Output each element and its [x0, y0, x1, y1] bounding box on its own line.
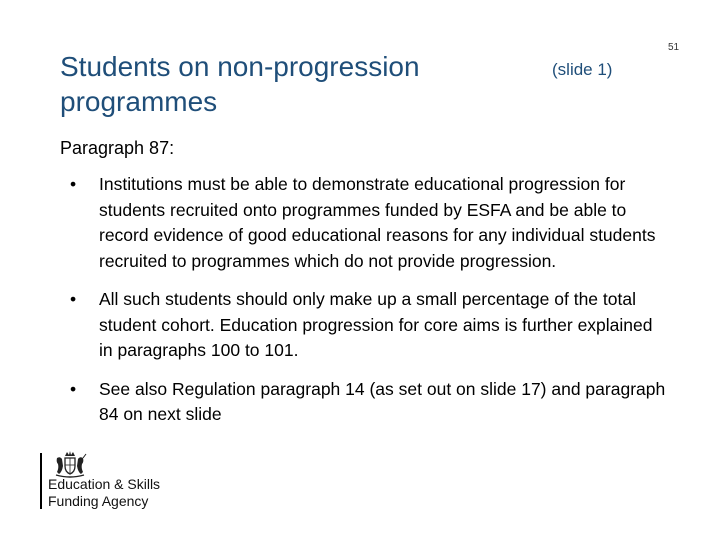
logo-divider [40, 453, 42, 509]
logo-line-1: Education & Skills [48, 476, 161, 492]
bullet-item [58, 377, 668, 428]
logo-line-2: Funding Agency [48, 493, 149, 509]
bullet-text: See also Regulation paragraph 14 (as set out on slide 17) and paragraph 84 on next slide [99, 378, 666, 424]
paragraph-heading: Paragraph 87: [60, 138, 175, 158]
bullet-marker: • [70, 289, 77, 309]
bullet-item [58, 172, 668, 274]
bullet-item [58, 287, 668, 364]
esfa-logo [40, 450, 180, 512]
slide-number: 51 [668, 42, 680, 53]
bullet-list [58, 172, 668, 441]
logo-text [48, 476, 160, 510]
slide-title: Students on non-progression programmes [60, 51, 420, 117]
bullet-marker: • [70, 174, 77, 194]
bullet-text: Institutions must be able to demonstrate educational progression for students recruited onto programmes funded by ESFA and be able to record evidence of good educational reasons for any individual students recruited to programmes which do not provide progression. [99, 174, 656, 271]
bullet-text: All such students should only make up a small percentage of the total student cohort. Education progression for core aims is further explained in paragraphs 100 to 101. [99, 289, 653, 360]
bullet-marker: • [70, 378, 77, 399]
slide-subtitle: (slide 1) [552, 60, 613, 79]
